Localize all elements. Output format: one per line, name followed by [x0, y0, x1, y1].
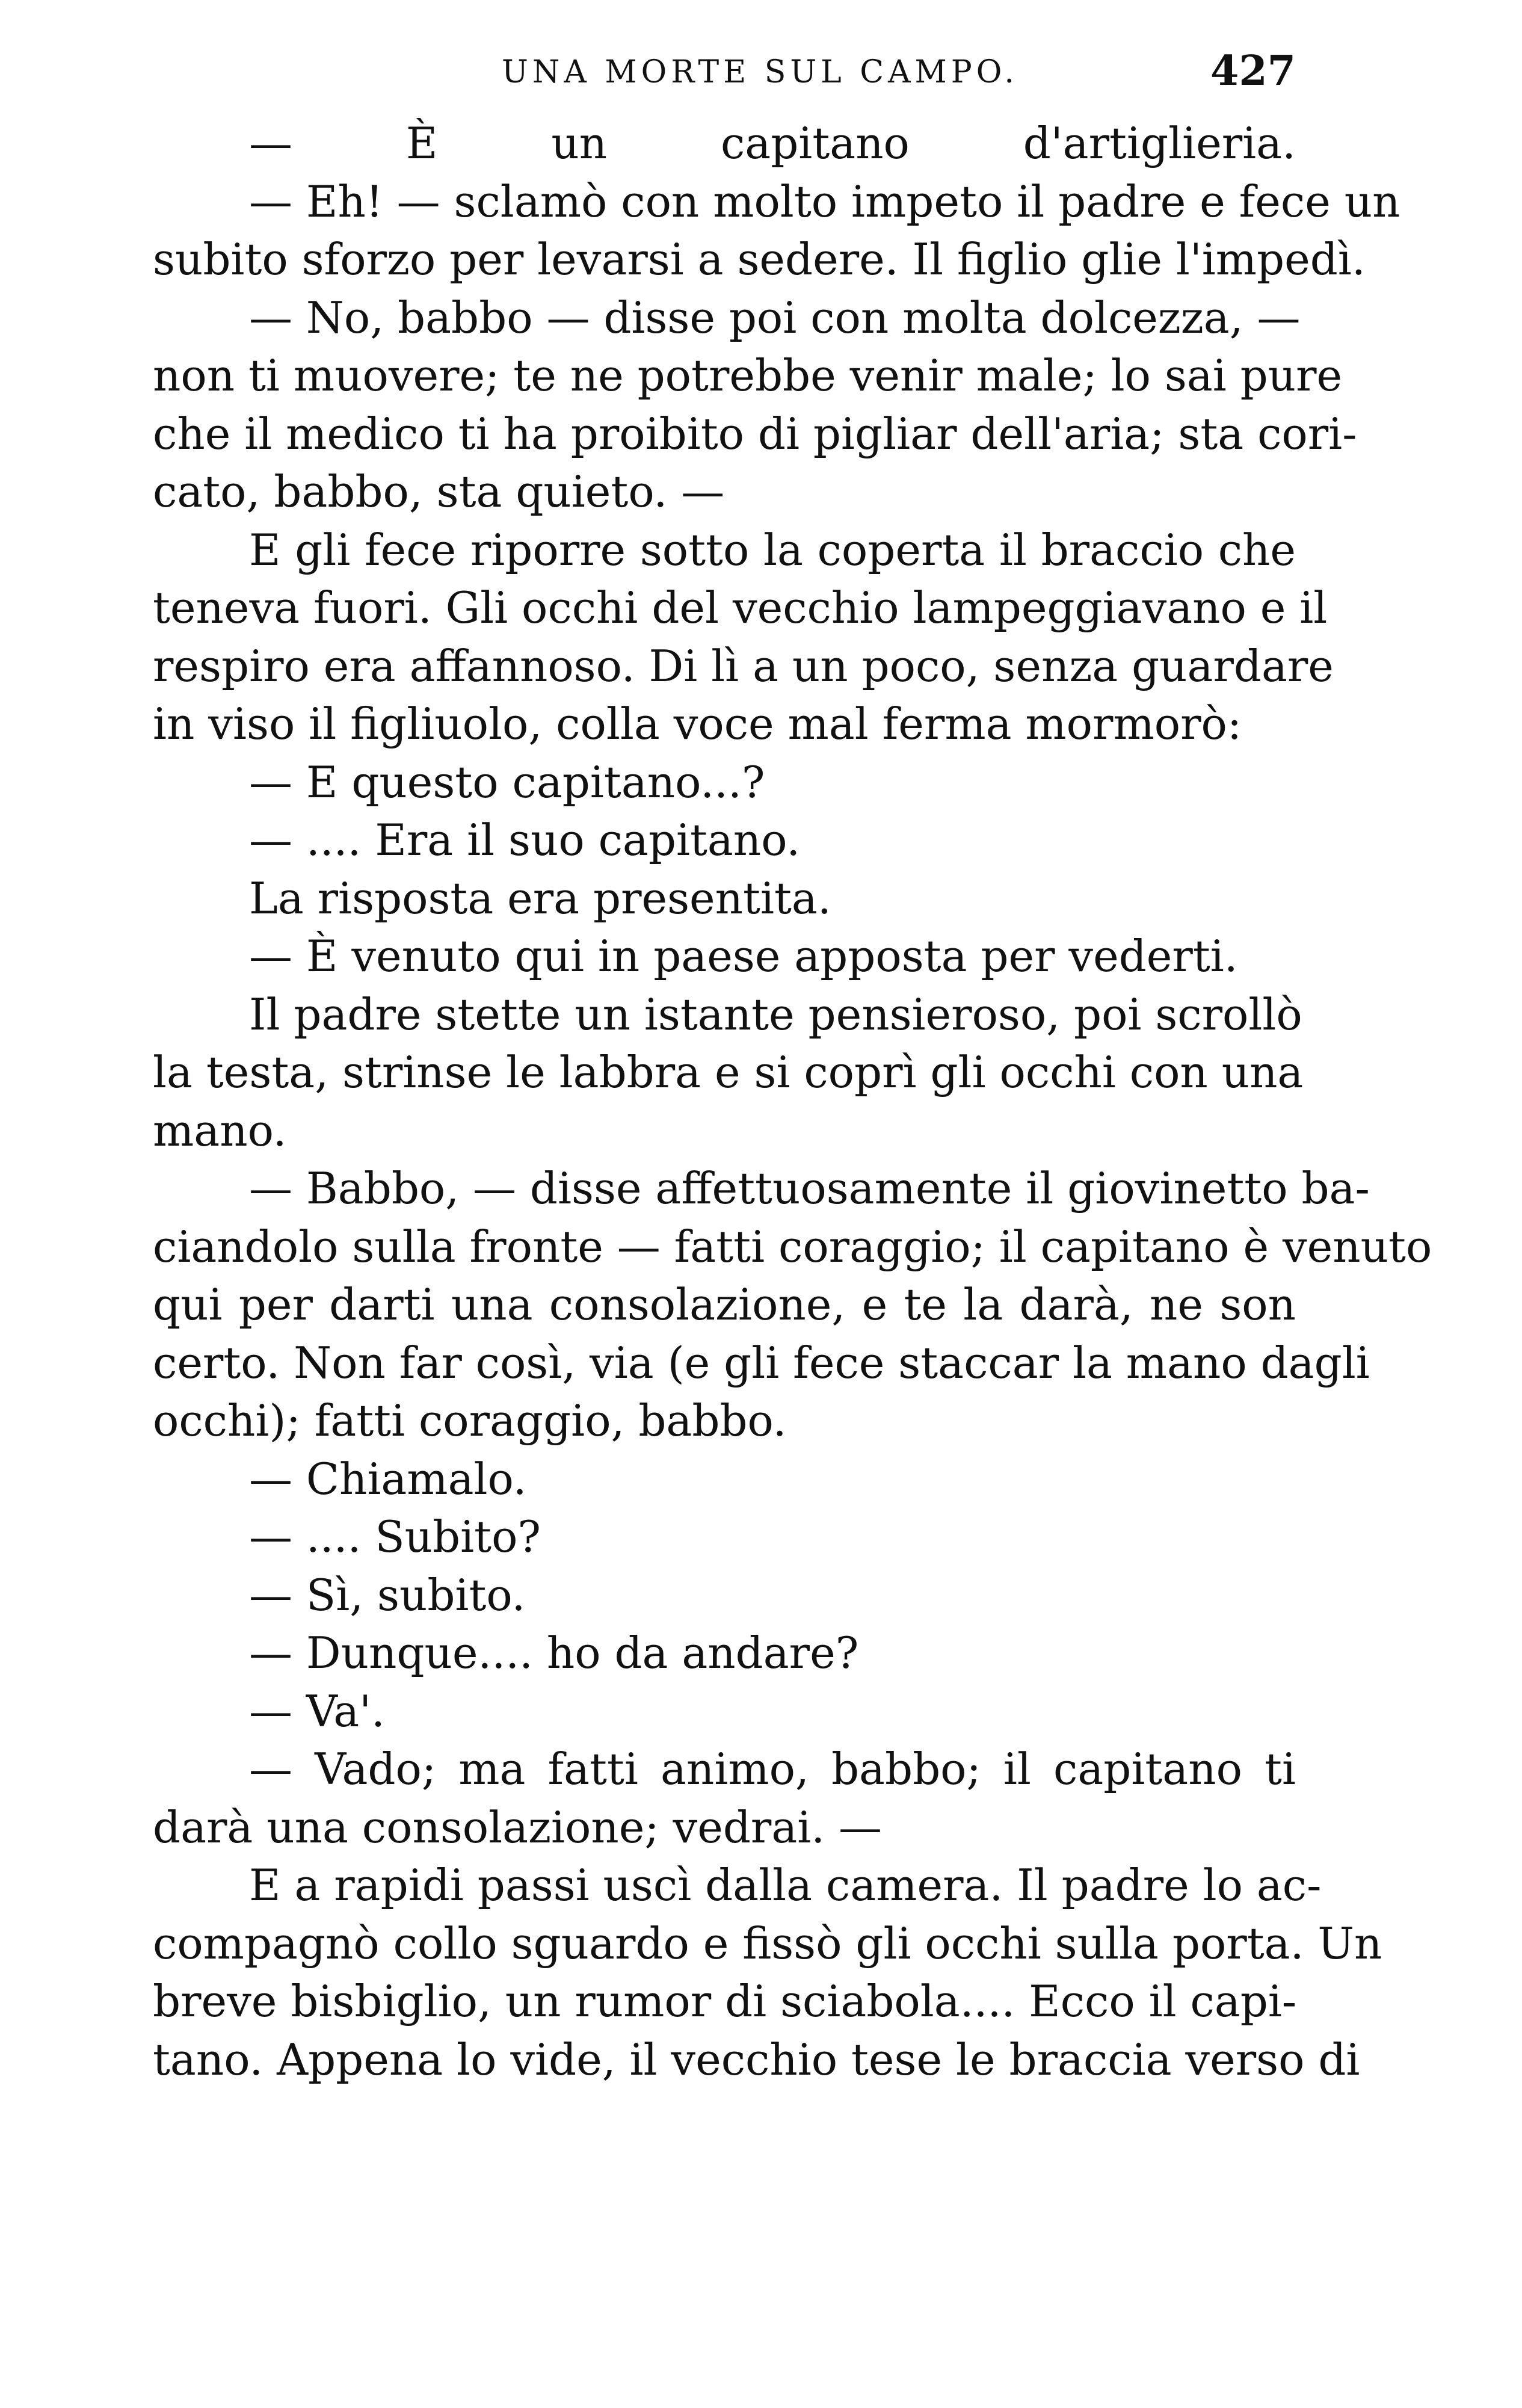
text-line: — Vado; ma fatti animo, babbo; il capitano ti	[249, 1744, 1296, 1794]
text-line: certo. Non far così, via (e gli fece staccar la mano dagli	[153, 1337, 1370, 1388]
text-line: — E questo capitano...?	[249, 756, 765, 807]
page-number: 427	[1210, 47, 1296, 95]
text-line: E gli fece riporre sotto la coperta il braccio che	[249, 524, 1296, 575]
text-line: la testa, strinse le labbra e si coprì gli occhi con una	[153, 1047, 1304, 1097]
text-line: subito sforzo per levarsi a sedere. Il figlio glie l'impedì.	[153, 234, 1366, 285]
text-line: compagnò collo sguardo e fissò gli occhi sulla porta. Un	[153, 1918, 1382, 1969]
text-line: mano.	[153, 1105, 287, 1156]
text-line: ciandolo sulla fronte — fatti coraggio; il capitano è venuto	[153, 1221, 1432, 1272]
text-line: qui per darti una consolazione, e te la darà, ne son	[153, 1279, 1296, 1330]
text-line: Il padre stette un istante pensieroso, poi scrollò	[249, 989, 1302, 1040]
text-line: — È un capitano d'artiglieria.	[249, 118, 1296, 168]
text-line: — Va'.	[249, 1685, 385, 1737]
text-line: non ti muovere; te ne potrebbe venir male; lo sai pure	[153, 350, 1343, 401]
text-line: occhi); fatti coraggio, babbo.	[153, 1395, 787, 1446]
text-line: La risposta era presentita.	[249, 872, 831, 924]
text-line: tano. Appena lo vide, il vecchio tese le braccia verso di	[153, 2034, 1360, 2085]
body-text	[153, 114, 1432, 2088]
text-line: cato, babbo, sta quieto. —	[153, 466, 725, 517]
text-line: E a rapidi passi uscì dalla camera. Il padre lo ac-	[249, 1860, 1322, 1910]
text-line: respiro era affannoso. Di lì a un poco, senza guardare	[153, 640, 1334, 691]
text-line: — Eh! — sclamò con molto impeto il padre e fece un	[249, 176, 1400, 227]
text-line: che il medico ti ha proibito di pigliar dell'aria; sta cori-	[153, 408, 1357, 459]
text-line: — Sì, subito.	[249, 1569, 526, 1620]
text-line: darà una consolazione; vedrai. —	[153, 1801, 883, 1853]
running-title: UNA MORTE SUL CAMPO.	[502, 54, 1018, 90]
text-line: in viso il figliuolo, colla voce mal ferma mormorò:	[153, 699, 1242, 749]
text-line: — Babbo, — disse affettuosamente il giovinetto ba-	[249, 1163, 1370, 1214]
page-header	[153, 42, 1296, 114]
text-line: — No, babbo — disse poi con molta dolcezza, —	[249, 292, 1301, 343]
text-line: teneva fuori. Gli occhi del vecchio lampeggiavano e il	[153, 582, 1328, 633]
text-line: — .... Subito?	[249, 1511, 541, 1562]
text-line: — È venuto qui in paese apposta per vederti.	[249, 931, 1238, 981]
text-line: — .... Era il suo capitano.	[249, 815, 801, 865]
text-line: breve bisbiglio, un rumor di sciabola.... Ecco il capi-	[153, 1976, 1297, 2027]
text-line: — Chiamalo.	[249, 1453, 527, 1504]
text-line: — Dunque.... ho da andare?	[249, 1628, 859, 1678]
